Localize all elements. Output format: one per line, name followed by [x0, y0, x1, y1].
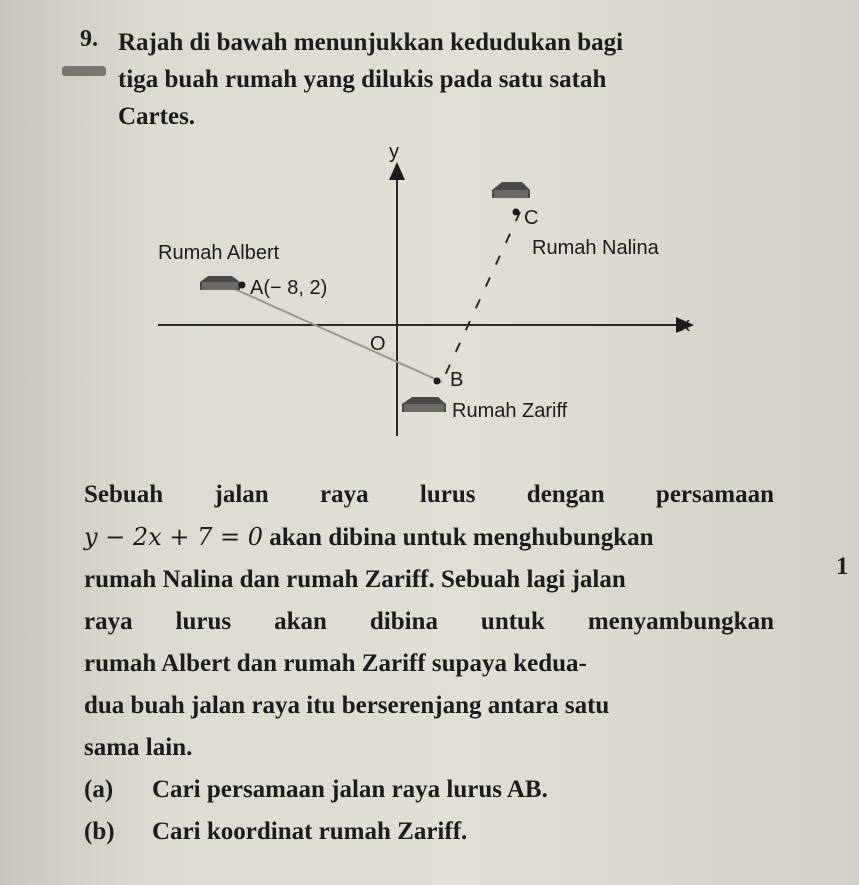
part-b [84, 811, 774, 853]
intro-line-1: Rajah di bawah menunjukkan kedudukan bagi [118, 29, 624, 56]
intro-line-3: Cartes. [118, 103, 196, 130]
point-c-label: C [524, 207, 539, 229]
point-a-dot [239, 282, 246, 289]
house-albert-label: Rumah Albert [158, 242, 280, 264]
part-a-text: Cari persamaan jalan raya lurus AB. [152, 776, 548, 803]
point-b-label: B [450, 369, 464, 391]
house-nalina-label: Rumah Nalina [532, 237, 659, 259]
question-number: 9. [80, 26, 98, 52]
point-c-dot [513, 209, 520, 216]
body-line-3: rumah Nalina dan rumah Zariff. Sebuah lagi jalan [84, 566, 626, 593]
point-b-dot [434, 378, 441, 385]
road-ab-line [228, 286, 442, 382]
road-equation: y − 2x + 7 = 0 [84, 523, 264, 551]
part-a-label: (a) [84, 776, 114, 803]
origin-label: O [370, 333, 386, 355]
body-line-2 [84, 516, 774, 559]
cartesian-diagram [150, 138, 710, 438]
house-nalina-icon [492, 182, 530, 198]
body-line-4: raya lurus akan dibina untuk menyambungkan [84, 608, 774, 635]
house-zariff-icon [402, 397, 446, 412]
side-page-number: 1 [836, 553, 849, 580]
part-b-text: Cari koordinat rumah Zariff. [152, 818, 468, 845]
part-a [84, 769, 774, 811]
house-albert-icon [200, 276, 240, 290]
question-intro [118, 24, 738, 135]
intro-line-2: tiga buah rumah yang dilukis pada satu satah [118, 66, 607, 93]
road-cb-dashed [442, 212, 520, 382]
house-zariff-label: Rumah Zariff [452, 400, 568, 422]
body-line-6: dua buah jalan raya itu berserenjang antara satu [84, 692, 610, 719]
x-axis-label: x [680, 314, 690, 336]
body-line-5: rumah Albert dan rumah Zariff supaya kedua- [84, 650, 587, 677]
y-axis-label: y [389, 141, 399, 163]
point-a-label: A(− 8, 2) [250, 277, 328, 299]
body-line-7: sama lain. [84, 734, 193, 761]
part-b-label: (b) [84, 818, 115, 845]
body-line-2-text: akan dibina untuk menghubungkan [269, 524, 654, 551]
question-body [84, 474, 774, 853]
body-line-1: Sebuah jalan raya lurus dengan persamaan [84, 481, 774, 508]
margin-icon [62, 66, 106, 76]
